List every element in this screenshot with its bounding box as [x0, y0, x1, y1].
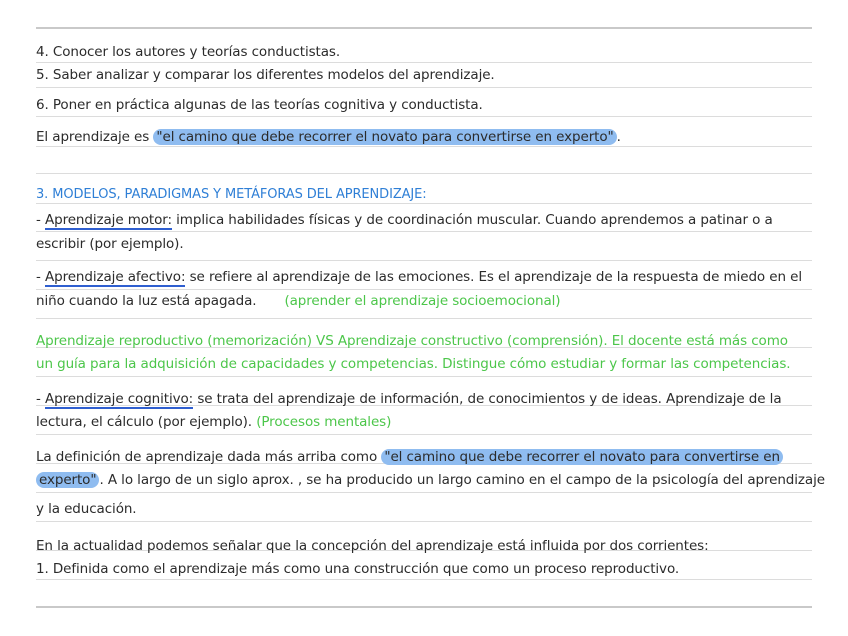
rule — [36, 173, 812, 174]
term-afectivo: Aprendizaje afectivo: — [44, 269, 186, 285]
definition-paragraph-2 — [36, 471, 825, 489]
dash: - — [36, 391, 45, 407]
actual-line: En la actualidad podemos señalar que la concepción del aprendizaje está influida por dos corrientes: — [36, 538, 709, 554]
rule — [36, 521, 812, 522]
cognitivo-text-2: lectura, el cálculo (por ejemplo). — [36, 414, 252, 430]
objective-6: 6. Poner en práctica algunas de las teorías cognitiva y conductista. — [36, 97, 483, 113]
rule — [36, 289, 812, 290]
motor-line-2: escribir (por ejemplo). — [36, 236, 184, 252]
rule — [36, 146, 812, 147]
cognitivo-line — [36, 390, 812, 408]
rule — [36, 231, 812, 232]
afectivo-text-2: niño cuando la luz está apagada. — [36, 293, 257, 309]
rule — [36, 87, 812, 88]
afectivo-note: (aprender el aprendizaje socioemocional) — [284, 293, 561, 309]
definition-line — [36, 128, 812, 146]
bottom-rule — [36, 606, 812, 608]
item-1: 1. Definida como el aprendizaje más como una construcción que como un proceso reproductivo. — [36, 561, 680, 577]
afectivo-line — [36, 268, 812, 286]
rule — [36, 260, 812, 261]
term-cognitivo: Aprendizaje cognitivo: — [44, 391, 194, 407]
rule — [36, 579, 812, 580]
rule — [36, 318, 812, 319]
def-prefix: La definición de aprendizaje dada más arriba como — [36, 449, 382, 465]
highlight-quote: "el camino que debe recorrer el novato para convertirse en — [381, 449, 783, 465]
definition-prefix: El aprendizaje es — [36, 129, 154, 145]
section-heading: 3. MODELOS, PARADIGMAS Y METÁFORAS DEL APRENDIZAJE: — [36, 187, 427, 202]
rule — [36, 62, 812, 63]
top-rule — [36, 27, 812, 29]
objective-4: 4. Conocer los autores y teorías conductistas. — [36, 44, 341, 60]
rule — [36, 376, 812, 377]
objective-5: 5. Saber analizar y comparar los diferentes modelos del aprendizaje. — [36, 67, 495, 83]
term-motor: Aprendizaje motor: — [44, 212, 172, 228]
afectivo-line-2 — [36, 292, 812, 310]
def-post: . A lo largo de un siglo aprox. , se ha producido un largo camino en el campo de la psicología del aprendizaje — [99, 472, 825, 488]
highlight-quote: experto" — [36, 472, 99, 488]
rule — [36, 116, 812, 117]
definition-paragraph-3: y la educación. — [36, 501, 137, 517]
definition-end: . — [616, 129, 621, 145]
rule — [36, 434, 812, 435]
green-paragraph-1: Aprendizaje reproductivo (memorización) VS Aprendizaje constructivo (comprensión). El docente está más como — [36, 333, 788, 349]
definition-paragraph — [36, 448, 812, 466]
motor-line — [36, 211, 812, 229]
cognitivo-text: se trata del aprendizaje de información, de conocimientos y de ideas. Aprendizaje de la — [193, 391, 782, 407]
highlight-quote: "el camino que debe recorrer el novato para convertirse en experto" — [153, 129, 616, 145]
motor-text: implica habilidades físicas y de coordinación muscular. Cuando aprendemos a patinar o a — [171, 212, 773, 228]
dash: - — [36, 269, 45, 285]
cognitivo-note: (Procesos mentales) — [256, 414, 392, 430]
rule — [36, 492, 812, 493]
cognitivo-line-2 — [36, 413, 812, 431]
green-paragraph-2: un guía para la adquisición de capacidades y competencias. Distingue cómo estudiar y formar las competencias. — [36, 356, 791, 372]
dash: - — [36, 212, 45, 228]
afectivo-text: se refiere al aprendizaje de las emociones. Es el aprendizaje de la respuesta de miedo en el — [185, 269, 802, 285]
